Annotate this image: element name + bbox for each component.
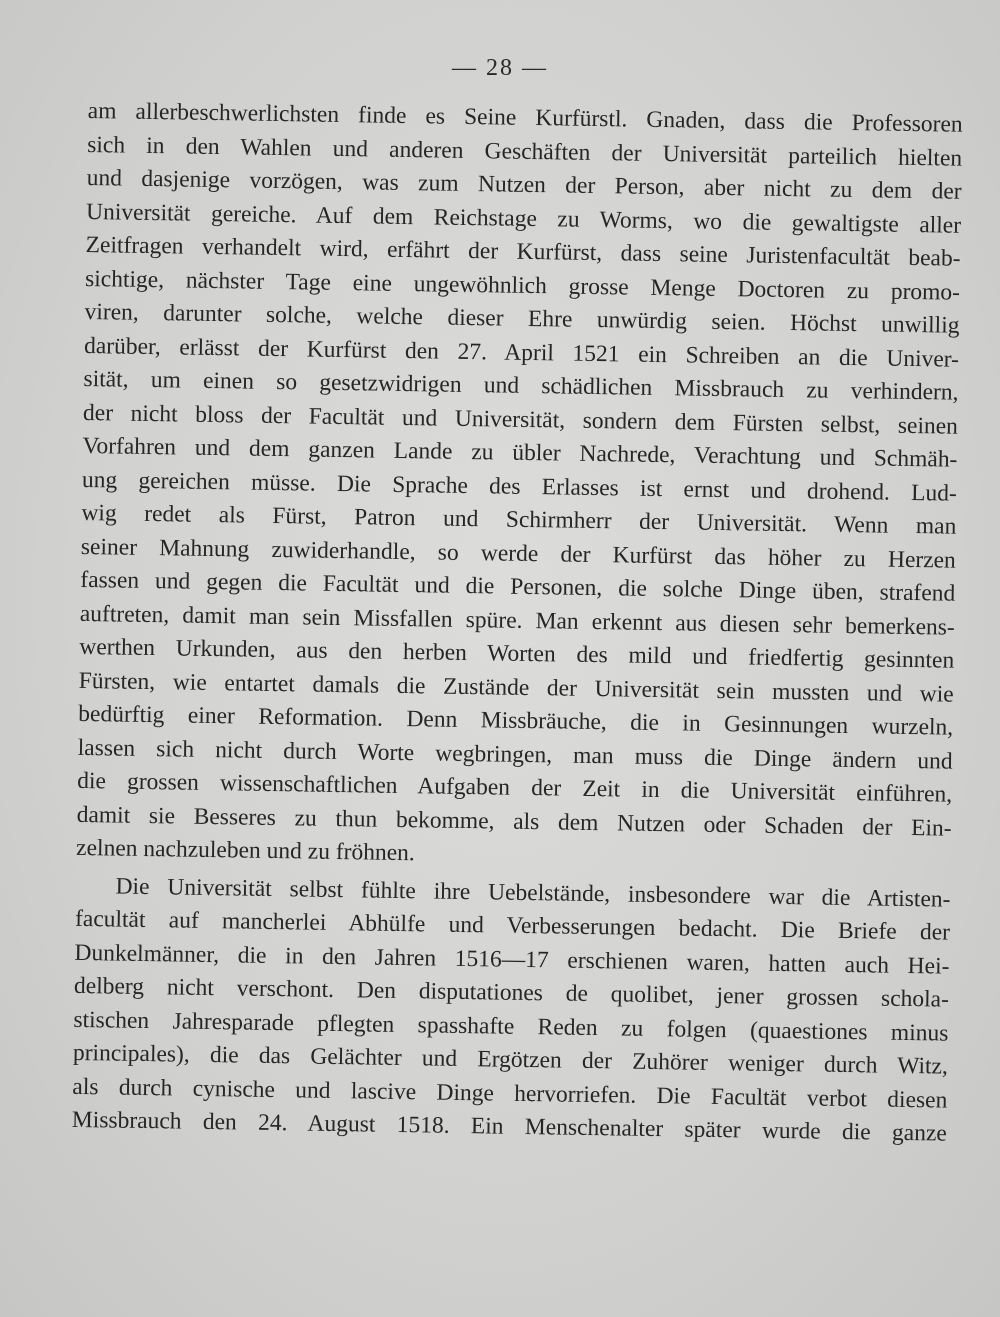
text-line: die grossen wissenschaftlichen Aufgaben der Zeit in die Universität einführen, [77,767,953,808]
text-line: seiner Mahnung zuwiderhandle, so werde der Kurfürst das höher zu Herzen [80,533,957,574]
text-line: zelnen nachzuleben und zu fröhnen. [75,834,415,867]
body-text [72,95,963,1151]
text-line: damit sie Besseres zu thun bekomme, als dem Nutzen oder Schaden der Ein- [76,801,952,842]
text-line: als durch cynische und lascive Dinge hervorriefen. Die Facultät verbot diesen [72,1073,948,1114]
text-line: am allerbeschwerlichsten finde es Seine Kurfürstl. Gnaden, dass die Professoren [87,97,963,138]
text-line: und dasjenige vorzögen, was zum Nutzen der Person, aber nicht zu dem der [86,164,962,205]
text-line: Universität gereiche. Auf dem Reichstage zu Worms, wo die gewaltigste aller [85,198,962,239]
text-line: bedürftig einer Reformation. Denn Missbräuche, die in Gesinnungen wurzeln, [78,700,954,741]
text-line: lassen sich nicht durch Worte wegbringen, man muss die Dinge ändern und [77,734,953,775]
text-line: stischen Jahresparade pflegten spasshafte Reden zu folgen (quaestiones minus [73,1006,949,1047]
text-line: der nicht bloss der Facultät und Universität, sondern dem Fürsten selbst, seinen [82,399,959,440]
paragraph [76,95,963,879]
text-line: Vorfahren und dem ganzen Lande zu übler Nachrede, Verachtung und Schmäh- [82,432,958,473]
text-line: wig redet als Fürst, Patron und Schirmherr der Universität. Wenn man [81,499,957,540]
text-line: darüber, erlässt der Kurfürst den 27. April 1521 ein Schreiben an die Univer- [83,332,960,373]
text-line: sich in den Wahlen und anderen Geschäften der Universität parteilich hielten [87,131,963,172]
text-line: principales), die das Gelächter und Ergötzen der Zuhörer weniger durch Witz, [72,1039,949,1080]
text-line: Dunkelmänner, die in den Jahren 1516—17 erschienen waren, hatten auch Hei- [74,939,950,980]
text-line: auftreten, damit man sein Missfallen spüre. Man erkennt aus diesen sehr bemerkens- [79,600,955,641]
text-line: sität, um einen so gesetzwidrigen und schädlichen Missbrauch zu verhindern, [83,365,959,406]
paragraph [72,869,951,1151]
text-line: ung gereichen müsse. Die Sprache des Erlasses ist ernst und drohend. Lud- [81,466,958,507]
text-line: Missbrauch den 24. August 1518. Ein Menschenalter später wurde die ganze [71,1106,947,1147]
text-line: fassen und gegen die Facultät und die Personen, die solche Dinge üben, strafend [80,566,956,607]
text-line: facultät auf mancherlei Abhülfe und Verbesserungen bedacht. Die Briefe der [74,905,951,946]
text-line: sichtige, nächster Tage eine ungewöhnlich grosse Menge Doctoren zu promo- [84,265,961,306]
text-line: Fürsten, wie entartet damals die Zustände der Universität sein mussten und wie [78,667,954,708]
text-line: delberg nicht verschont. Den disputationes de quolibet, jener grossen schola- [73,972,950,1013]
page-number: — 28 — [452,55,548,81]
text-line: werthen Urkunden, aus den herben Worten des mild und friedfertig gesinnten [79,633,955,674]
text-line: Die Universität selbst fühlte ihre Uebelstände, insbesondere war die Artisten- [115,873,951,913]
text-line: Zeitfragen verhandelt wird, erfährt der Kurfürst, dass seine Juristenfacultät beab- [85,231,961,272]
text-line: viren, darunter solche, welche dieser Ehre unwürdig seien. Höchst unwillig [84,298,960,339]
